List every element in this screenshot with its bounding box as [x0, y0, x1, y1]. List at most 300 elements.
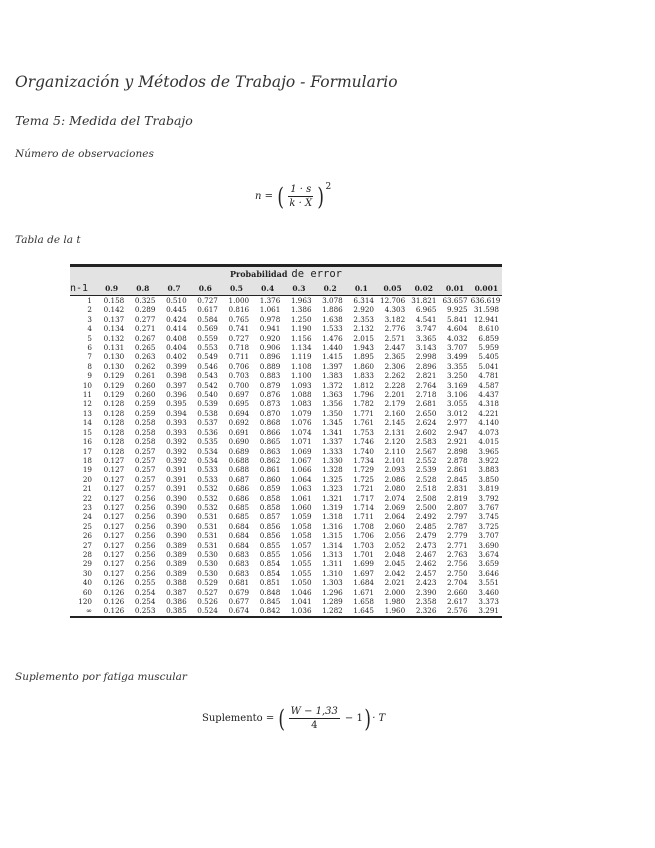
- table-cell: 1.943: [353, 343, 374, 353]
- table-cell: 0.530: [197, 549, 218, 559]
- table-cell: 0.695: [228, 399, 250, 409]
- table-cell: 0.130: [103, 361, 125, 371]
- row-n: 24: [82, 512, 92, 522]
- table-cell: 1.093: [290, 380, 312, 390]
- table-cell: 3.745: [478, 512, 499, 522]
- table-cell: 1.363: [322, 390, 343, 400]
- table-cell: 5.041: [478, 361, 499, 371]
- table-cell: 0.389: [166, 559, 187, 569]
- table-cell: 2.819: [447, 493, 468, 503]
- table-cell: 0.868: [259, 418, 281, 428]
- table-cell: 2.447: [384, 343, 406, 353]
- table-cell: 0.127: [103, 484, 125, 494]
- table-cell: 0.531: [197, 521, 218, 531]
- table-cell: 0.259: [134, 408, 156, 418]
- row-n: 30: [82, 568, 92, 578]
- table-caption: [70, 267, 502, 281]
- table-cell: 3.551: [478, 578, 499, 588]
- table-cell: 1.036: [283, 606, 314, 616]
- table-cell: 63.657: [442, 296, 468, 305]
- table-cell: 0.271: [134, 324, 156, 334]
- table-cell: 2.132: [353, 324, 374, 334]
- table-cell: 0.262: [134, 361, 156, 371]
- table-cell: 0.408: [166, 333, 187, 343]
- table-row: [70, 512, 502, 521]
- table-cell: 0.718: [228, 343, 250, 353]
- table-cell: 1.782: [353, 399, 374, 409]
- table-cell: 0.674: [221, 606, 252, 616]
- row-n: 23: [82, 502, 92, 512]
- table-cell: 2.093: [384, 465, 406, 475]
- table-cell: 2.831: [447, 484, 468, 494]
- table-cell: 0.524: [190, 606, 221, 616]
- table-cell: 2.947: [447, 427, 468, 437]
- table-cell: 1.079: [290, 408, 312, 418]
- table-cell: 0.404: [166, 343, 187, 353]
- table-row: [70, 559, 502, 568]
- table-cell: 1.119: [290, 352, 312, 362]
- table-cell: 1.058: [290, 521, 312, 531]
- table-cell: 2.390: [415, 587, 437, 597]
- table-cell: 3.291: [471, 606, 502, 616]
- table-cell: 0.689: [228, 446, 250, 456]
- table-cell: 1.296: [322, 587, 343, 597]
- table-cell: 3.690: [478, 540, 499, 550]
- row-n: 15: [82, 427, 92, 437]
- row-n: 9: [87, 371, 92, 381]
- header-col: 0.05: [377, 281, 408, 296]
- row-n: 25: [82, 521, 92, 531]
- table-cell: 3.883: [478, 465, 499, 475]
- header-col: 0.02: [408, 281, 439, 296]
- table-cell: 1.088: [290, 390, 312, 400]
- table-cell: 0.685: [228, 502, 250, 512]
- table-cell: 1.812: [353, 380, 374, 390]
- table-row: [70, 541, 502, 550]
- table-cell: 0.128: [103, 399, 125, 409]
- header-col: 0.4: [252, 281, 283, 296]
- table-cell: 1.717: [353, 493, 374, 503]
- table-cell: 1.319: [322, 502, 343, 512]
- table-cell: 0.289: [134, 305, 156, 315]
- table-cell: 0.559: [197, 333, 218, 343]
- table-cell: 1.533: [322, 324, 343, 334]
- fatigue-lhs: Suplemento =: [202, 713, 275, 724]
- table-cell: 0.127: [103, 474, 125, 484]
- table-row: [70, 362, 502, 371]
- table-cell: 2.000: [384, 587, 406, 597]
- table-cell: 0.858: [259, 502, 281, 512]
- table-cell: 0.536: [197, 427, 218, 437]
- table-cell: 3.819: [478, 484, 499, 494]
- t-distribution-table: [70, 264, 502, 618]
- table-cell: 1.310: [322, 568, 343, 578]
- table-cell: 0.856: [259, 521, 281, 531]
- table-cell: 0.389: [166, 549, 187, 559]
- table-cell: 0.393: [166, 427, 187, 437]
- table-cell: 0.392: [166, 446, 187, 456]
- table-cell: 12.941: [473, 314, 499, 324]
- table-cell: 0.260: [134, 380, 156, 390]
- table-cell: 0.254: [134, 587, 156, 597]
- table-cell: 1.190: [290, 324, 312, 334]
- table-cell: 3.747: [415, 324, 437, 334]
- table-cell: 0.854: [259, 568, 281, 578]
- table-cell: 1.250: [290, 314, 312, 324]
- table-cell: 1.714: [353, 502, 374, 512]
- table-cell: 6.314: [353, 296, 374, 305]
- table-cell: 2.878: [447, 455, 468, 465]
- table-cell: 0.683: [228, 568, 250, 578]
- table-cell: 0.540: [197, 390, 218, 400]
- table-cell: 1.415: [322, 352, 343, 362]
- table-cell: 0.684: [228, 540, 250, 550]
- table-cell: 0.539: [197, 399, 218, 409]
- table-cell: 0.127: [103, 502, 125, 512]
- table-cell: 2.528: [415, 474, 437, 484]
- table-cell: 1.771: [353, 408, 374, 418]
- table-cell: 0.686: [228, 493, 250, 503]
- table-cell: 0.257: [134, 465, 156, 475]
- table-row: [70, 343, 502, 352]
- table-cell: 0.531: [197, 512, 218, 522]
- table-cell: 0.816: [228, 305, 250, 315]
- table-cell: 2.457: [415, 568, 437, 578]
- table-cell: 5.841: [447, 314, 468, 324]
- table-cell: 2.056: [384, 531, 406, 541]
- table-body: [70, 296, 502, 617]
- row-n: 3: [87, 314, 92, 324]
- table-cell: 0.584: [197, 314, 218, 324]
- table-cell: 2.763: [447, 549, 468, 559]
- table-cell: 2.821: [415, 371, 437, 381]
- table-cell: 3.659: [478, 559, 499, 569]
- table-cell: 2.567: [415, 446, 437, 456]
- table-cell: 1.055: [290, 568, 312, 578]
- table-cell: 1.055: [290, 559, 312, 569]
- table-cell: 0.386: [166, 597, 187, 606]
- table-cell: 0.527: [197, 587, 218, 597]
- table-cell: 0.395: [166, 399, 187, 409]
- caption-error: de error: [291, 268, 342, 280]
- table-row: [70, 409, 502, 418]
- table-cell: 4.541: [415, 314, 437, 324]
- table-cell: 0.127: [103, 549, 125, 559]
- table-cell: 1.067: [290, 455, 312, 465]
- table-cell: 0.126: [103, 578, 125, 588]
- table-cell: 0.127: [103, 512, 125, 522]
- table-cell: 0.906: [259, 343, 281, 353]
- row-n: 27: [82, 540, 92, 550]
- table-cell: 1.706: [353, 531, 374, 541]
- table-cell: 1.058: [290, 531, 312, 541]
- table-cell: 0.126: [96, 606, 127, 616]
- table-cell: 1.050: [290, 578, 312, 588]
- header-col: 0.1: [346, 281, 377, 296]
- table-row: [70, 531, 502, 540]
- table-cell: 1.761: [353, 418, 374, 428]
- table-cell: 3.182: [384, 314, 406, 324]
- table-cell: 1.376: [259, 296, 281, 305]
- table-cell: 1.061: [259, 305, 281, 315]
- table-cell: 3.725: [478, 521, 499, 531]
- table-cell: 2.160: [384, 408, 406, 418]
- table-cell: 2.080: [384, 484, 406, 494]
- table-row: [70, 475, 502, 484]
- table-cell: 0.129: [103, 390, 125, 400]
- table-cell: 1.383: [322, 371, 343, 381]
- table-cell: 2.779: [447, 531, 468, 541]
- table-cell: 0.253: [127, 606, 158, 616]
- row-n: 2: [87, 305, 92, 315]
- table-cell: 2.485: [415, 521, 437, 531]
- table-row: [70, 569, 502, 578]
- table-cell: 0.876: [259, 390, 281, 400]
- table-cell: 2.576: [439, 606, 470, 616]
- table-cell: 0.546: [197, 361, 218, 371]
- table-cell: 0.569: [197, 324, 218, 334]
- table-cell: 0.537: [197, 418, 218, 428]
- table-cell: 1.041: [290, 597, 312, 606]
- table-cell: 0.532: [197, 502, 218, 512]
- table-row: [70, 334, 502, 343]
- table-cell: 1.341: [322, 427, 343, 437]
- table-cell: 0.532: [197, 484, 218, 494]
- table-cell: 0.390: [166, 493, 187, 503]
- table-cell: 0.126: [103, 597, 125, 606]
- table-cell: 0.883: [259, 371, 281, 381]
- row-n: 6: [87, 343, 92, 353]
- table-cell: 3.250: [447, 371, 468, 381]
- table-cell: 0.265: [134, 343, 156, 353]
- table-cell: 0.683: [228, 559, 250, 569]
- table-cell: 0.256: [134, 549, 156, 559]
- row-n: 7: [87, 352, 92, 362]
- row-n: 5: [87, 333, 92, 343]
- table-cell: 0.941: [259, 324, 281, 334]
- table-cell: 1.697: [353, 568, 374, 578]
- table-cell: 2.776: [384, 324, 406, 334]
- page-title: Organización y Métodos de Trabajo - Formulario: [15, 73, 398, 91]
- table-cell: 0.697: [228, 390, 250, 400]
- table-cell: 0.535: [197, 437, 218, 447]
- table-cell: 0.394: [166, 408, 187, 418]
- table-cell: 2.718: [415, 390, 437, 400]
- table-cell: 1.740: [353, 446, 374, 456]
- table-row: [70, 324, 502, 333]
- table-cell: 0.711: [228, 352, 250, 362]
- table-cell: 1.886: [322, 305, 343, 315]
- table-cell: 0.861: [259, 465, 281, 475]
- table-cell: 0.128: [103, 446, 125, 456]
- table-cell: 0.127: [103, 540, 125, 550]
- header-col: 0.5: [221, 281, 252, 296]
- table-cell: 2.861: [447, 465, 468, 475]
- row-n: 22: [82, 493, 92, 503]
- table-cell: 3.707: [447, 343, 468, 353]
- table-cell: 0.127: [103, 568, 125, 578]
- header-col: 0.3: [283, 281, 314, 296]
- table-cell: 1.356: [322, 399, 343, 409]
- table-row: [70, 296, 502, 306]
- table-row: [70, 597, 502, 606]
- fatigue-denominator: 4: [311, 720, 318, 731]
- table-cell: 0.391: [166, 484, 187, 494]
- table-cell: 0.542: [197, 380, 218, 390]
- table-cell: 2.365: [384, 352, 406, 362]
- table-cell: 5.405: [478, 352, 499, 362]
- table-cell: 0.391: [166, 474, 187, 484]
- table-cell: 1.282: [315, 606, 346, 616]
- header-col: 0.8: [127, 281, 158, 296]
- table-cell: 1.703: [353, 540, 374, 550]
- table-cell: 3.373: [478, 597, 499, 606]
- table-cell: 1.725: [353, 474, 374, 484]
- table-cell: 0.391: [166, 465, 187, 475]
- table-cell: 9.925: [447, 305, 468, 315]
- table-cell: 0.399: [166, 361, 187, 371]
- table-cell: 2.539: [415, 465, 437, 475]
- table-cell: 1.069: [290, 446, 312, 456]
- table-cell: 4.604: [447, 324, 468, 334]
- table-cell: 0.127: [103, 465, 125, 475]
- table-cell: 0.706: [228, 361, 250, 371]
- table-cell: 31.598: [473, 305, 499, 315]
- fatigue-fraction: [289, 706, 340, 731]
- table-cell: 1.321: [322, 493, 343, 503]
- table-header-row: [70, 281, 502, 296]
- table-cell: 0.257: [134, 474, 156, 484]
- table-cell: 0.325: [134, 296, 156, 305]
- table-cell: 1.960: [377, 606, 408, 616]
- table-cell: 0.534: [197, 446, 218, 456]
- table-cell: 0.393: [166, 418, 187, 428]
- table-cell: 0.424: [166, 314, 187, 324]
- fraction-denominator: k · X̄: [289, 198, 313, 209]
- table-cell: 1.796: [353, 390, 374, 400]
- table-cell: 1.311: [322, 559, 343, 569]
- table-cell: 5.959: [478, 343, 499, 353]
- table-cell: 4.437: [478, 390, 499, 400]
- table-cell: 1.303: [322, 578, 343, 588]
- table-row: [70, 503, 502, 512]
- table-cell: 0.257: [134, 484, 156, 494]
- table-row: [70, 437, 502, 446]
- caption-probability: Probabilidad: [229, 269, 288, 279]
- row-n: 19: [82, 465, 92, 475]
- table-cell: 0.694: [228, 408, 250, 418]
- table-cell: 2.262: [384, 371, 406, 381]
- table-cell: 3.922: [478, 455, 499, 465]
- table-cell: 0.684: [228, 521, 250, 531]
- table-cell: 1.684: [353, 578, 374, 588]
- table-cell: 2.021: [384, 578, 406, 588]
- table-cell: 1.753: [353, 427, 374, 437]
- fatigue-numerator: W − 1,33: [290, 706, 338, 717]
- table-cell: 0.130: [103, 352, 125, 362]
- table-cell: 3.012: [447, 408, 468, 418]
- table-cell: 1.333: [322, 446, 343, 456]
- row-n: 29: [82, 559, 92, 569]
- table-cell: 2.074: [384, 493, 406, 503]
- table-cell: 2.145: [384, 418, 406, 428]
- table-cell: 2.492: [415, 512, 437, 522]
- table-cell: 3.707: [478, 531, 499, 541]
- table-cell: 0.390: [166, 502, 187, 512]
- table-cell: 0.126: [103, 587, 125, 597]
- table-cell: 1.440: [322, 343, 343, 353]
- row-n: 4: [87, 324, 92, 334]
- table-cell: 0.260: [134, 390, 156, 400]
- table-cell: 1.397: [322, 361, 343, 371]
- table-cell: 2.462: [415, 559, 437, 569]
- table-cell: 3.850: [478, 474, 499, 484]
- table-cell: 1.100: [290, 371, 312, 381]
- table-cell: 0.390: [166, 521, 187, 531]
- table-cell: 3.767: [478, 502, 499, 512]
- table-cell: 0.765: [228, 314, 250, 324]
- table-cell: 2.617: [447, 597, 468, 606]
- table-row: [70, 578, 502, 587]
- table-cell: 0.692: [228, 418, 250, 428]
- table-row: [70, 588, 502, 597]
- table-cell: 0.414: [166, 324, 187, 334]
- table-cell: 0.255: [134, 578, 156, 588]
- table-cell: 1.895: [353, 352, 374, 362]
- table-row: [70, 418, 502, 427]
- table-cell: 0.388: [166, 578, 187, 588]
- table-cell: 0.549: [197, 352, 218, 362]
- table-cell: 0.257: [134, 455, 156, 465]
- table-cell: 2.052: [384, 540, 406, 550]
- table-cell: 0.531: [197, 531, 218, 541]
- table-row: [70, 456, 502, 465]
- table-cell: 1.060: [290, 502, 312, 512]
- table-cell: 2.353: [353, 314, 374, 324]
- table-cell: 0.531: [197, 540, 218, 550]
- table-cell: 1.000: [228, 296, 250, 305]
- table-cell: 2.479: [415, 531, 437, 541]
- table-cell: 0.866: [259, 427, 281, 437]
- row-n: 11: [82, 390, 92, 400]
- table-cell: 0.261: [134, 371, 156, 381]
- table-cell: 1.323: [322, 484, 343, 494]
- table-cell: 2.681: [415, 399, 437, 409]
- table-cell: 2.845: [447, 474, 468, 484]
- table-cell: 0.727: [197, 296, 218, 305]
- table-cell: 0.873: [259, 399, 281, 409]
- table-cell: 3.143: [415, 343, 437, 353]
- table-cell: 4.303: [384, 305, 406, 315]
- row-n: 10: [82, 380, 92, 390]
- table-cell: 6.965: [415, 305, 437, 315]
- table-cell: 0.259: [134, 399, 156, 409]
- table-row: [70, 399, 502, 408]
- header-col: 0.2: [315, 281, 346, 296]
- row-n: 1: [87, 296, 92, 305]
- table-cell: 1.746: [353, 437, 374, 447]
- fatigue-minus-one: − 1: [344, 713, 363, 724]
- table-cell: 0.258: [134, 418, 156, 428]
- table-cell: 1.328: [322, 465, 343, 475]
- table-cell: 4.587: [478, 380, 499, 390]
- table-cell: 0.445: [166, 305, 187, 315]
- table-cell: 1.345: [322, 418, 343, 428]
- header-col: 0.9: [96, 281, 127, 296]
- table-cell: 0.862: [259, 455, 281, 465]
- table-cell: 0.854: [259, 559, 281, 569]
- table-cell: 2.920: [353, 305, 374, 315]
